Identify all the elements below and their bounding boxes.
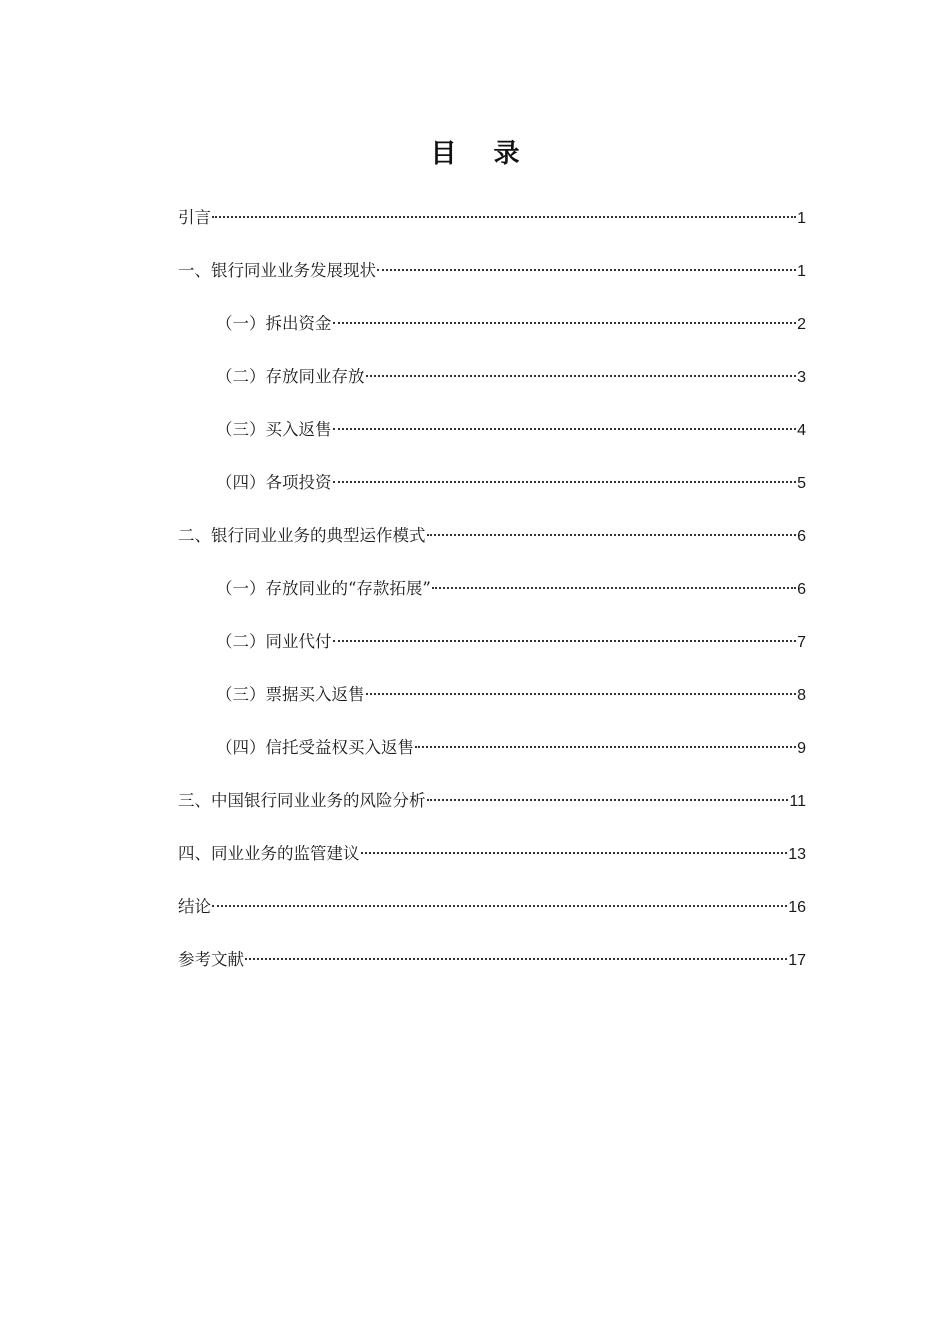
- toc-entry[interactable]: [178, 836, 806, 889]
- toc-entry-label: （三）买入返售: [216, 420, 332, 439]
- toc-entry[interactable]: [178, 306, 806, 359]
- toc-entry-label: 一、银行同业业务发展现状: [178, 261, 376, 280]
- toc-entry-label: （四）信托受益权买入返售: [216, 738, 414, 757]
- toc-entry-label: 结论: [178, 897, 211, 916]
- toc-entry-label: 引言: [178, 208, 211, 227]
- toc-entry-label: （二）同业代付: [216, 632, 332, 651]
- toc-page-number: 13: [788, 846, 806, 863]
- toc-page-number: 9: [797, 740, 806, 757]
- toc-page-number: 16: [788, 899, 806, 916]
- dot-leader: [333, 322, 797, 324]
- toc-entry[interactable]: [178, 200, 806, 253]
- toc-entry-label: （三）票据买入返售: [216, 685, 365, 704]
- toc-page-number: 7: [797, 634, 806, 651]
- dot-leader: [366, 693, 797, 695]
- dot-leader: [427, 534, 797, 536]
- dot-leader: [415, 746, 796, 748]
- toc-entry-label: 三、中国银行同业业务的风险分析: [178, 791, 426, 810]
- toc-entry[interactable]: [178, 571, 806, 624]
- toc-entry-label: （一）拆出资金: [216, 314, 332, 333]
- dot-leader: [212, 216, 796, 218]
- toc-entry-label: 参考文献: [178, 950, 244, 969]
- toc-entry[interactable]: [178, 412, 806, 465]
- dot-leader: [333, 481, 797, 483]
- toc-entry[interactable]: [178, 359, 806, 412]
- dot-leader: [377, 269, 796, 271]
- toc-page-number: 8: [797, 687, 806, 704]
- toc-entry-label: （一）存放同业的“存款拓展”: [216, 579, 431, 598]
- toc-entry-label: （二）存放同业存放: [216, 367, 365, 386]
- toc-page-number: 2: [797, 316, 806, 333]
- toc-entry[interactable]: [178, 677, 806, 730]
- dot-leader: [432, 587, 796, 589]
- toc-entry[interactable]: [178, 942, 806, 995]
- dot-leader: [427, 799, 789, 801]
- toc-entry-label: 四、同业业务的监管建议: [178, 844, 360, 863]
- table-of-contents: [178, 200, 806, 995]
- toc-page-number: 4: [797, 422, 806, 439]
- toc-entry[interactable]: [178, 889, 806, 942]
- toc-page-number: 5: [797, 475, 806, 492]
- toc-page-number: 3: [797, 369, 806, 386]
- toc-page-number: 6: [797, 581, 806, 598]
- toc-entry[interactable]: [178, 624, 806, 677]
- toc-entry[interactable]: [178, 253, 806, 306]
- toc-heading: 目 录: [430, 139, 534, 169]
- toc-page-number: 17: [788, 952, 806, 969]
- toc-page-number: 6: [797, 528, 806, 545]
- toc-entry[interactable]: [178, 465, 806, 518]
- dot-leader: [333, 428, 797, 430]
- dot-leader: [361, 852, 788, 854]
- dot-leader: [212, 905, 787, 907]
- toc-entry[interactable]: [178, 730, 806, 783]
- toc-page-number: 11: [789, 793, 806, 810]
- dot-leader: [366, 375, 797, 377]
- dot-leader: [333, 640, 797, 642]
- toc-entry-label: 二、银行同业业务的典型运作模式: [178, 526, 426, 545]
- toc-page-number: 1: [797, 263, 806, 280]
- toc-entry[interactable]: [178, 518, 806, 571]
- toc-entry-label: （四）各项投资: [216, 473, 332, 492]
- dot-leader: [245, 958, 787, 960]
- toc-page-number: 1: [797, 210, 806, 227]
- toc-entry[interactable]: [178, 783, 806, 836]
